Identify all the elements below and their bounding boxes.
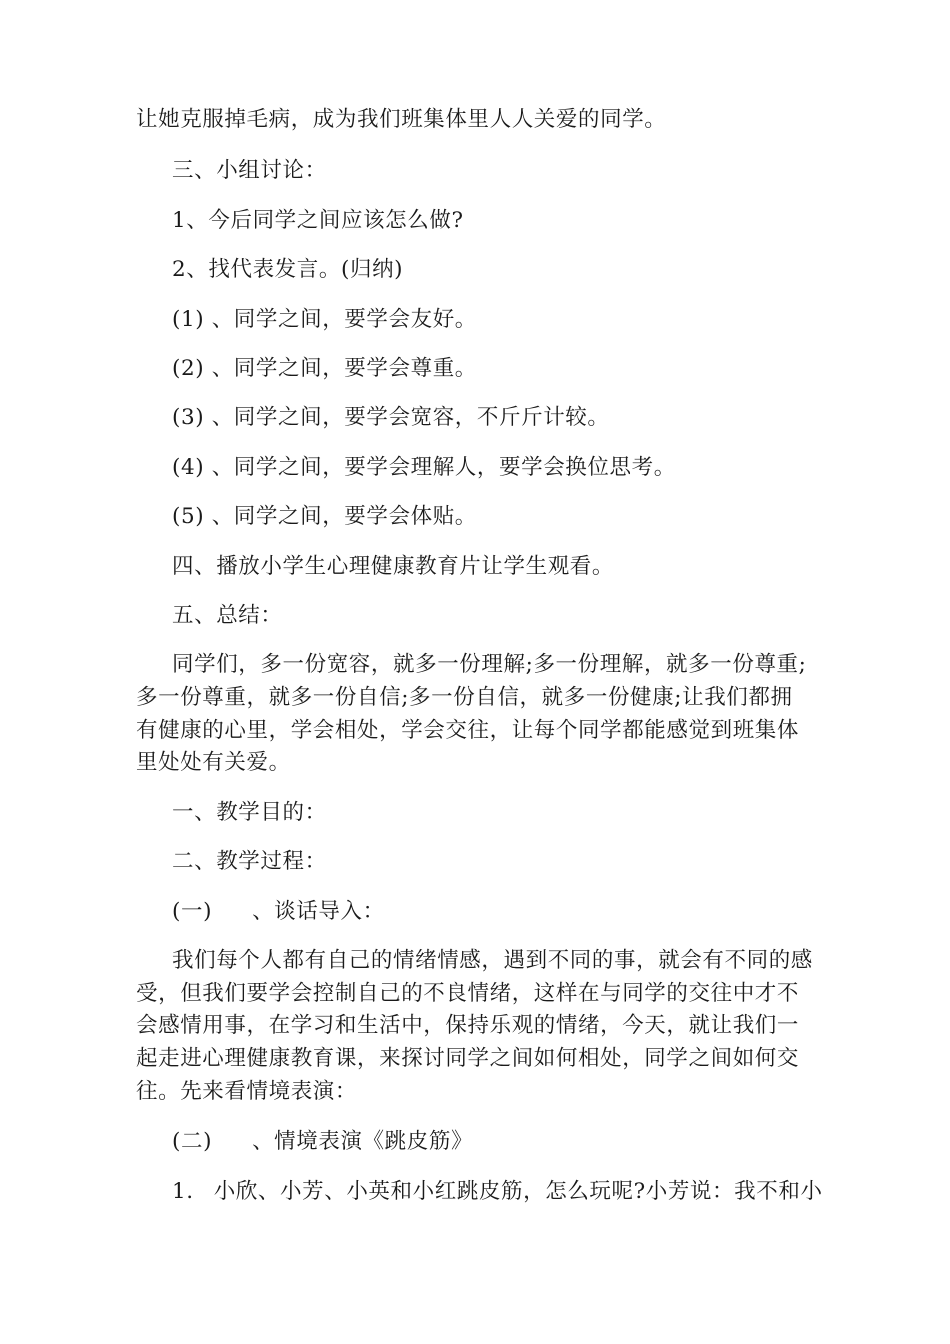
paragraph-line: 里处处有关爱。 xyxy=(136,750,291,775)
list-item: (4) 、同学之间，要学会理解人，要学会换位思考。 xyxy=(172,455,676,480)
paragraph-line: 会感情用事，在学习和生活中，保持乐观的情绪，今天，就让我们一 xyxy=(136,1013,800,1038)
list-item: 1、今后同学之间应该怎么做? xyxy=(172,208,464,233)
list-item: (1) 、同学之间，要学会友好。 xyxy=(172,307,477,332)
numbered-line xyxy=(172,1177,823,1207)
section-heading: 三、小组讨论： xyxy=(172,158,327,183)
list-item: (3) 、同学之间，要学会宽容，不斤斤计较。 xyxy=(172,405,610,430)
subsection-heading xyxy=(172,897,385,927)
paragraph-line: 起走进心理健康教育课，来探讨同学之间如何相处，同学之间如何交 xyxy=(136,1046,800,1071)
subsection-title: 、谈话导入： xyxy=(252,899,385,924)
subsection-number: (二) xyxy=(172,1129,213,1154)
subsection-title: 、情境表演《跳皮筋》 xyxy=(252,1129,474,1154)
paragraph-line: 受，但我们要学会控制自己的不良情绪，这样在与同学的交往中才不 xyxy=(136,981,800,1006)
paragraph-line: 同学们，多一份宽容，就多一份理解;多一份理解，就多一份尊重; xyxy=(172,652,807,677)
item-text: 小欣、小芳、小英和小红跳皮筋，怎么玩呢?小芳说：我不和小 xyxy=(213,1179,823,1204)
text-line: 让她克服掉毛病，成为我们班集体里人人关爱的同学。 xyxy=(136,107,667,132)
section-heading: 二、教学过程： xyxy=(172,849,327,874)
paragraph-line: 有健康的心里，学会相处，学会交往，让每个同学都能感觉到班集体 xyxy=(136,718,800,743)
subsection-number: (一) xyxy=(172,899,213,924)
section-heading: 四、播放小学生心理健康教育片让学生观看。 xyxy=(172,554,615,579)
item-number: 1. xyxy=(172,1179,194,1204)
section-heading: 五、总结： xyxy=(172,603,283,628)
paragraph-line: 我们每个人都有自己的情绪情感，遇到不同的事，就会有不同的感 xyxy=(172,948,813,973)
list-item: (5) 、同学之间，要学会体贴。 xyxy=(172,504,477,529)
section-heading: 一、教学目的： xyxy=(172,800,327,825)
paragraph-line: 多一份尊重，就多一份自信;多一份自信，就多一份健康;让我们都拥 xyxy=(136,685,793,710)
list-item: (2) 、同学之间，要学会尊重。 xyxy=(172,356,477,381)
subsection-heading xyxy=(172,1127,473,1157)
paragraph-line: 往。先来看情境表演： xyxy=(136,1079,358,1104)
list-item: 2、找代表发言。(归纳) xyxy=(172,257,404,282)
